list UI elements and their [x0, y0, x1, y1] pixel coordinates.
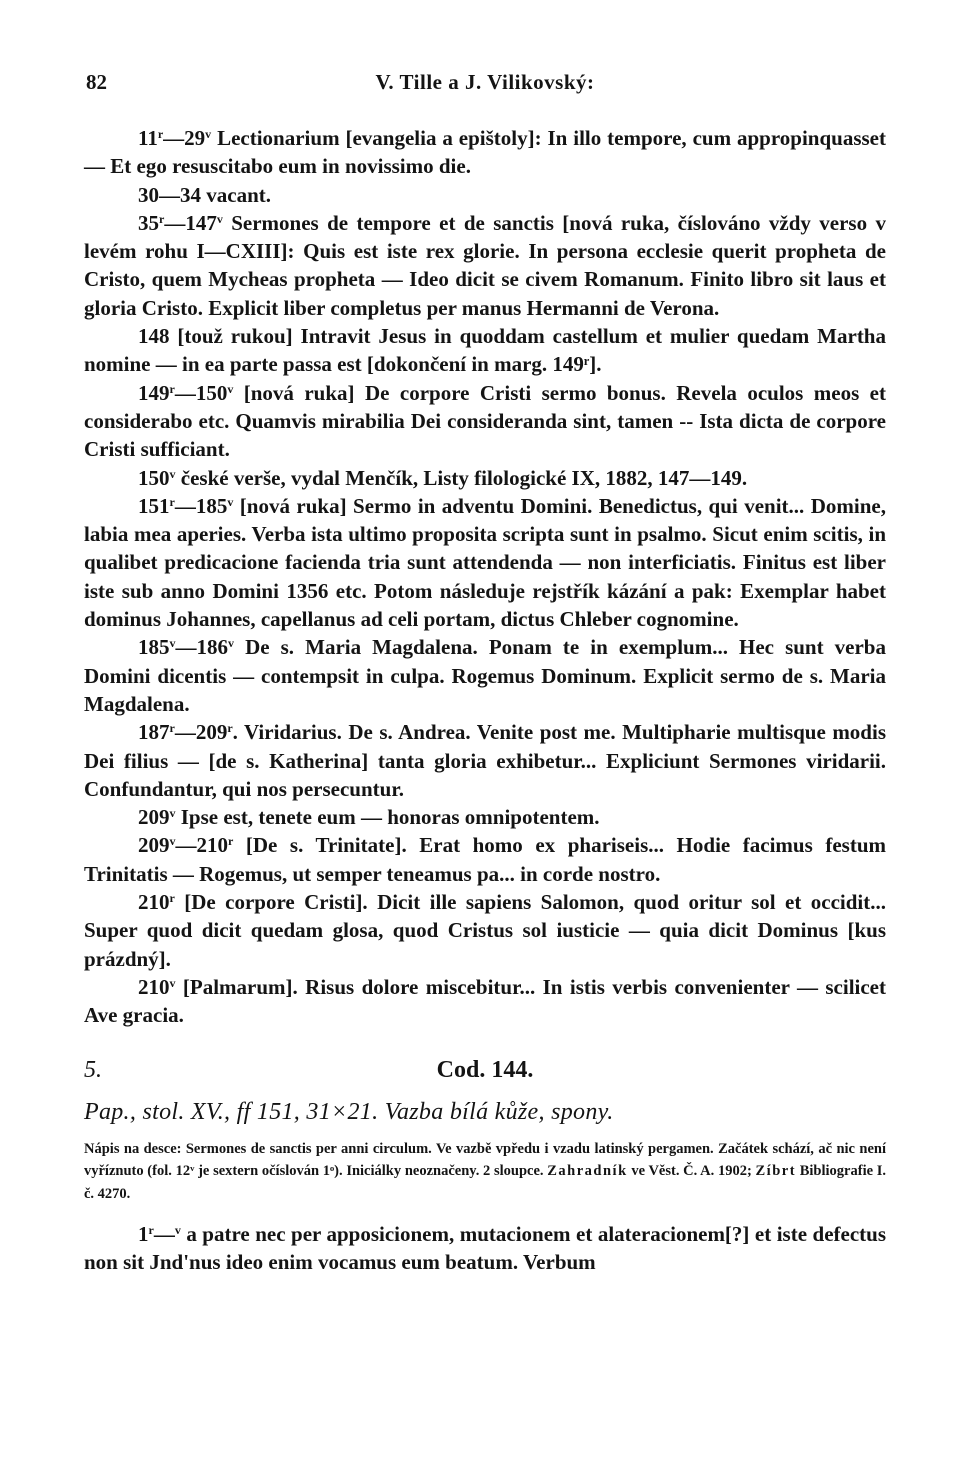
folio-entry: [84, 718, 886, 803]
folio-side: r: [157, 127, 164, 141]
folio-side: r: [159, 211, 165, 226]
folio-side-end: v: [227, 381, 234, 396]
folio-ref: 185: [138, 635, 170, 660]
folio-side: v: [169, 975, 176, 990]
page-header: [84, 68, 886, 104]
folio-side: r: [169, 381, 175, 396]
folio-ref-end: —186: [175, 635, 228, 660]
folio-entry: [84, 803, 886, 831]
folio-entry: [84, 124, 886, 181]
folio-entry: [84, 322, 886, 379]
folio-entry: [84, 973, 886, 1030]
folio-entry: [84, 379, 886, 464]
entry-text: Sermones de tempore et de sanctis [nová ruka, číslováno vždy verso v levém rohu I—CXIII]: Quis est iste rex glorie. In persona ecclesie querit propheta de Cristo, quem Mycheas propheta — Ideo dicit se civem Romanum. Finito libro sit laus et gloria Cristo. Explicit liber completus per manus Hermanni de Verona.: [84, 210, 886, 320]
entry-text: . Viridarius. De s. Andrea. Venite post me. Multipharie multisque modis Dei filius — [de s. Katherina] tanta gloria exhibetur... Expliciunt Sermones viridarii. Confundantur, qui nos persecuntur.: [84, 720, 886, 801]
entry-text: a patre nec per apposicionem, mutacionem et alateracionem[?] et iste defectus non sit Jnd'nus ideo enim vocamus eum beatum. Verbum: [84, 1221, 886, 1274]
folio-side-end: v: [228, 636, 234, 651]
folio-ref-end: —29: [163, 126, 206, 150]
folio-side-end: r: [227, 721, 233, 736]
folio-ref-end: —: [153, 1221, 175, 1246]
folio-entry: [84, 464, 886, 492]
page-number: 82: [86, 70, 107, 94]
entry-text: české verše, vydal Menčík, Listy filologické IX, 1882, 147—149.: [175, 465, 748, 490]
folio-side: v: [169, 834, 176, 849]
entry-text: [De s. Trinitate]. Erat homo ex phariseis... Hodie facimus festum Trinitatis — Rogemus, ut semper teneamus pa... in corde nostro.: [84, 833, 886, 886]
note-text-3: Bibliografie I. č. 4270.: [84, 1163, 886, 1202]
section-heading: [84, 1054, 886, 1090]
entry-text: [De corpore Cristi]. Dicit ille sapiens Salomon, quod oritur sol et occidit... Super quod dicit quedam glosa, quod Cristus sol iusticie — quia dicit Dominus [kus prázdný].: [84, 890, 886, 971]
entry-text: [nová ruka] Sermo in adventu Domini. Benedictus, qui venit... Domine, labia mea aperies. Verba ista ultimo proposita scripta sunt in psalmo. Sicut enim scitis, in qualibet predicacione facienda tria sunt attendenda — non interficiatis. Finitus est liber iste sub anno Domini 1356 etc. Potom následuje rejstřík kázání a pak: Exemplar habet dominus Johannes, capellanus ad celi portam, dictus Chleber cognomine.: [84, 493, 886, 632]
folio-ref-end: —150: [174, 380, 228, 405]
folio-ref: 210: [138, 974, 170, 999]
folio-ref: 35: [138, 210, 159, 235]
running-title: V. Tille a J. Vilikovský:: [375, 70, 595, 94]
folio-ref-end: —209: [174, 720, 228, 745]
final-entry: [84, 1220, 886, 1277]
folio-side: r: [169, 721, 175, 736]
folio-ref-end: —210: [175, 833, 228, 858]
folio-ref-end: —147: [164, 210, 217, 235]
note-text-2: ve Věst. Č. A. 1902;: [627, 1163, 756, 1179]
folio-ref: 210: [138, 890, 170, 915]
folio-ref: 187: [138, 720, 170, 745]
folio-ref: 30—34: [138, 182, 201, 207]
folio-entries: [84, 124, 886, 1030]
folio-ref: 150: [138, 465, 170, 490]
folio-ref: 11: [138, 126, 158, 150]
catalog-body: [84, 124, 886, 1276]
folio-side: v: [169, 806, 176, 821]
folio-side: r: [169, 494, 175, 509]
folio-entry: [84, 831, 886, 888]
entry-text: vacant.: [201, 182, 271, 207]
folio-side-end: v: [205, 127, 212, 141]
folio-ref-end: —185: [174, 493, 228, 518]
note-text-1: Nápis na desce: Sermones de sanctis per anni circulum. Ve vazbě vpředu i vzadu latinský pergamen. Začátek schází, ač nic není vyříznuto (fol. 12ᵛ je sextern očíslován 1ᵒ). Iniciálky neoznačeny. 2 sloupce.: [84, 1140, 886, 1179]
folio-side: r: [148, 1222, 154, 1237]
entry-text: [nová ruka] De corpore Cristi sermo bonus. Revela oculos meos et considerabo etc. Quamvis mirabilia Dei consideranda sint, tamen -- Ista dicta de corpore Cristi sufficiant.: [84, 380, 886, 462]
folio-side: v: [169, 636, 176, 651]
folio-side: r: [169, 891, 175, 906]
folio-entry: [84, 492, 886, 633]
folio-side-end: v: [174, 1222, 181, 1237]
folio-entry: [84, 633, 886, 718]
folio-ref: 149: [138, 380, 170, 405]
entry-text: Ipse est, tenete eum — honoras omnipotentem.: [175, 805, 600, 830]
page: [84, 68, 886, 1276]
entry-text: [touž rukou] Intravit Jesus in quoddam castellum et mulier quedam Martha nomine — in ea parte passa est [dokončení in marg. 149ʳ].: [84, 324, 886, 377]
folio-side-end: r: [228, 834, 234, 849]
folio-side: v: [169, 466, 176, 481]
entry-text: [Palmarum]. Risus dolore miscebitur... In istis verbis convenienter — scilicet Ave gracia.: [84, 974, 886, 1028]
folio-ref: 151: [138, 493, 170, 518]
author-name-zahradnik: Zahradník: [547, 1163, 628, 1179]
folio-side-end: v: [227, 494, 234, 509]
folio-entry: [84, 209, 886, 322]
codex-description: Pap., stol. XV., ff 151, 31×21. Vazba bílá kůže, spony.: [84, 1098, 614, 1125]
folio-ref: 209: [138, 805, 170, 830]
folio-side-end: v: [216, 211, 223, 226]
folio-entry: [84, 181, 886, 209]
codex-note: [84, 1138, 886, 1206]
entry-text: De s. Maria Magdalena. Ponam te in exemplum... Hec sunt verba Domini dicentis — contempsit in culpa. Rogemus Dominum. Explicit sermo de s. Maria Magdalena.: [84, 635, 886, 716]
folio-ref: 209: [138, 833, 170, 858]
section-number: 5.: [84, 1056, 102, 1083]
entry-text: Lectionarium [evangelia a epištoly]: In illo tempore, cum appropinquasset — Et ego resuscitabo eum in novissimo die.: [84, 126, 886, 179]
folio-ref: 1: [138, 1221, 149, 1246]
section-title: Cod. 144.: [436, 1056, 534, 1083]
folio-entry: [84, 888, 886, 973]
folio-ref: 148: [138, 324, 170, 349]
author-name-zibrt: Zíbrt: [755, 1163, 797, 1179]
